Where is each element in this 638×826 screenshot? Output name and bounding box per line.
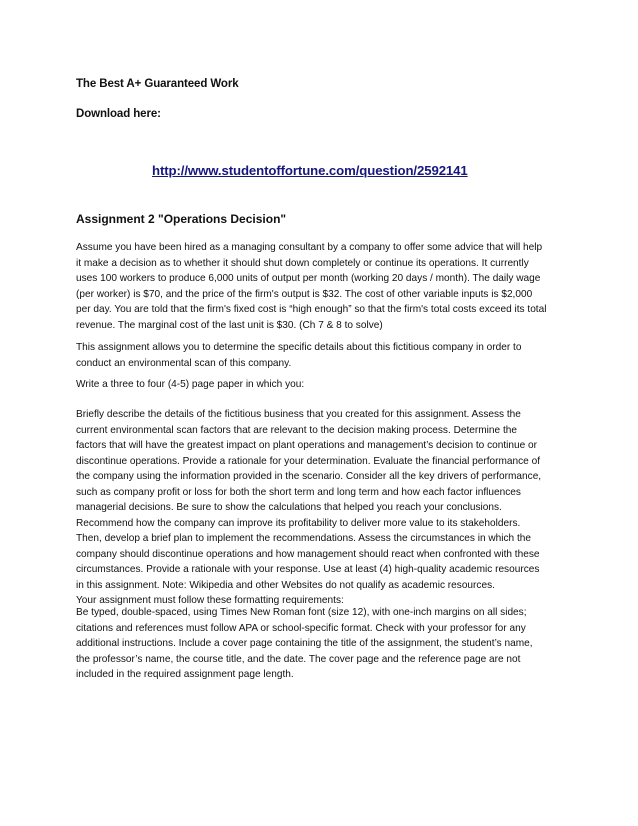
download-link[interactable]: http://www.studentoffortune.com/question/2592141 <box>152 163 468 178</box>
paragraph-line: Be typed, double-spaced, using Times New Roman font (size 12), with one-inch margins on all sides; <box>76 607 527 618</box>
paragraph-line: uses 100 workers to produce 6,000 units of output per month (working 20 days / month). The daily wage <box>76 273 541 284</box>
paragraph-line: conduct an environmental scan of this company. <box>76 357 292 369</box>
download-label: Download here: <box>76 108 161 120</box>
paragraph-line: included in the required assignment page length. <box>76 669 294 680</box>
paragraph-line: such as company profit or loss for both the short term and long term and how each factor influences <box>76 486 521 498</box>
paragraph-line: Write a three to four (4-5) page paper in which you: <box>76 379 305 390</box>
paragraph-purpose <box>76 340 576 371</box>
paragraph-line: discontinue operations. Provide a rationale for your determination. Evaluate the financial performance of <box>76 455 541 467</box>
paragraph-line: company should discontinue operations and how management should react when confronted with these <box>76 548 540 560</box>
paragraph-line: it make a decision as to whether it should shut down completely or continue its operations. It currently <box>76 257 529 269</box>
paragraph-line: citations and references must follow APA or school-specific format. Check with your professor for any <box>76 622 526 634</box>
paragraph-scenario <box>76 240 576 333</box>
paragraph-line: Assume you have been hired as a managing consultant by a company to offer some advice that will help <box>76 242 543 253</box>
paragraph-line: Briefly describe the details of the fictitious business that you created for this assignment. Assess the <box>76 409 521 420</box>
paragraph-line: This assignment allows you to determine the specific details about this fictitious company in order to <box>76 342 522 353</box>
paragraph-requirements <box>76 407 576 609</box>
paragraph-line: in this assignment. Note: Wikipedia and other Websites do not qualify as academic resources. <box>76 579 495 591</box>
paragraph-line: factors that will have the greatest impact on plant operations and management’s decision to continue or <box>76 440 538 451</box>
paragraph-line: circumstances. Provide a rationale with your response. Use at least (4) high-quality academic resources <box>76 564 540 575</box>
header-title: The Best A+ Guaranteed Work <box>76 78 239 90</box>
paragraph-line: Then, develop a brief plan to implement the recommendations. Assess the circumstances in which the <box>76 533 532 544</box>
paragraph-instructions-intro <box>76 377 576 393</box>
paragraph-line: revenue. The marginal cost of the last unit is $30. (Ch 7 & 8 to solve) <box>76 319 383 331</box>
paragraph-line: additional instructions. Include a cover page containing the title of the assignment, the student’s name, <box>76 638 533 649</box>
paragraph-line: current environmental scan factors that are relevant to the decision making process. Determine the <box>76 424 517 436</box>
assignment-title: Assignment 2 "Operations Decision" <box>76 212 287 226</box>
paragraph-formatting <box>76 605 576 683</box>
paragraph-line: Recommend how the company can improve its profitability to deliver more value to its stakeholders. <box>76 517 521 529</box>
paragraph-line: the professor’s name, the course title, and the date. The cover page and the reference page are not <box>76 653 521 665</box>
paragraph-line: (per worker) is $70, and the price of the firm's output is $32. The cost of other variable inputs is $2,000 <box>76 288 533 300</box>
paragraph-line: per day. You are told that the firm's fixed cost is “high enough” so that the firm's total costs exceed its total <box>76 304 547 315</box>
paragraph-line: the company using the information provided in the scenario. Consider all the key drivers of performance, <box>76 471 542 482</box>
paragraph-line: managerial decisions. Be sure to show the calculations that helped you reach your conclusions. <box>76 502 502 513</box>
paragraph-line: Your assignment must follow these formatting requirements: <box>76 595 344 606</box>
